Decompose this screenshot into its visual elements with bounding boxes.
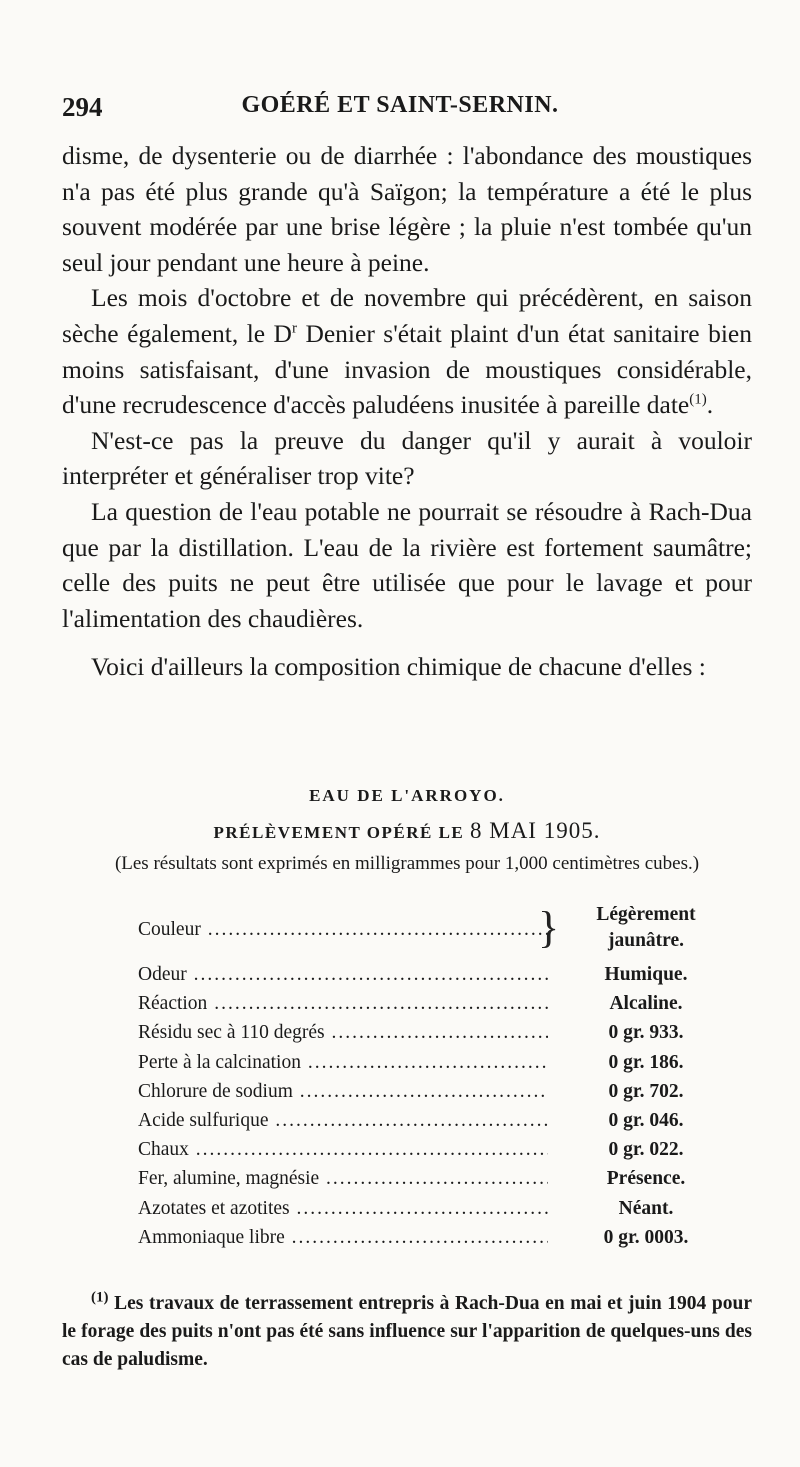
paragraph-4: La question de l'eau potable ne pourrait se résoudre à Rach-Dua que par la distillation. L'eau de la rivière est fortement saumâtre; celle des puits ne peut être utilisée que pour le lavage et pour l'alimentation des chaudières.	[62, 496, 752, 633]
paragraph-2-text-b: Denier s'était plaint d'un état sanitaire bien moins satisfaisant, d'une invasion de moustiques considérable, d'une recrudescence d'accès paludéens inusitée à pareille date	[62, 318, 752, 420]
analysis-row	[138, 1164, 748, 1193]
analysis-label: Ammoniaque libre .....	[138, 1223, 548, 1252]
footnote-reference: (1)	[689, 391, 707, 408]
body-text	[62, 138, 752, 685]
analysis-value: Humique.	[604, 964, 688, 985]
paragraph-2-text-a: Les mois d'octobre et de novembre qui précédèrent, en saison sèche également, le D	[62, 283, 752, 348]
analysis-value: Présence.	[606, 1168, 686, 1190]
analysis-value: 0 gr. 022.	[608, 1139, 684, 1161]
analysis-label: Acide sulfurique .....	[138, 1106, 548, 1135]
analysis-row	[138, 1048, 748, 1077]
analysis-label: Réaction .....	[138, 989, 548, 1018]
running-title: GOÉRÉ ET SAINT-SERNIN.	[241, 92, 559, 118]
analysis-value-line-2: jaunâtre.	[607, 930, 684, 951]
paragraph-2	[62, 280, 752, 422]
analysis-row	[138, 1194, 748, 1223]
paragraph-1: disme, de dysenterie ou de diarrhée : l'abondance des moustiques n'a pas été plus grande qu'à Saïgon; la température a été le plus souvent modérée par une brise légère ; la pluie n'est tombée qu'un seul jour pendant une heure à peine.	[62, 141, 752, 277]
footnote-marker: (1)	[91, 1289, 109, 1306]
analysis-row	[138, 989, 748, 1018]
footnote	[62, 1290, 752, 1374]
analysis-row	[138, 960, 748, 989]
analysis-value: Alcaline.	[609, 993, 683, 1015]
analysis-date: 8 MAI 1905.	[470, 818, 601, 843]
page-number: 294	[62, 92, 103, 122]
analysis-row	[138, 1135, 748, 1164]
analysis-row	[138, 900, 748, 960]
analysis-row	[138, 1018, 748, 1047]
analysis-table	[138, 900, 748, 1252]
analysis-label: Odeur .....	[138, 960, 548, 989]
analysis-row	[138, 1223, 748, 1252]
analysis-value	[576, 902, 716, 954]
page-header	[62, 92, 738, 128]
analysis-units-note: (Les résultats sont exprimés en milligrammes pour 1,000 centimètres cubes.)	[114, 853, 700, 874]
brace-symbol: }	[538, 903, 560, 952]
analysis-label: Résidu sec à 110 degrés .....	[138, 1018, 548, 1047]
analysis-subtitle-text: PRÉLÈVEMENT OPÉRÉ LE	[213, 823, 465, 842]
analysis-value: 0 gr. 933.	[608, 1022, 684, 1044]
analysis-row	[138, 1077, 748, 1106]
analysis-label: Fer, alumine, magnésie .....	[138, 1164, 548, 1193]
analysis-subtitle	[62, 818, 752, 844]
analysis-value: 0 gr. 0003.	[603, 1226, 689, 1248]
analysis-row	[138, 1106, 748, 1135]
analysis-value: Néant.	[618, 1197, 674, 1219]
analysis-value-line-1: Légèrement	[596, 904, 696, 925]
analysis-label: Couleur .....	[138, 915, 548, 944]
analysis-label: Perte à la calcination .....	[138, 1048, 548, 1077]
doctor-abbrev-sup: r	[291, 320, 297, 337]
analysis-label: Chaux .....	[138, 1135, 548, 1164]
analysis-value: 0 gr. 186.	[608, 1051, 684, 1073]
footnote-paragraph	[62, 1290, 752, 1374]
paragraph-5: Voici d'ailleurs la composition chimique de chacune d'elles :	[91, 652, 706, 682]
paragraph-2-text-c: .	[706, 390, 714, 420]
paragraph-3: N'est-ce pas la preuve du danger qu'il y aurait à vouloir interpréter et généraliser trop vite?	[62, 425, 752, 491]
analysis-value: 0 gr. 702.	[608, 1080, 684, 1102]
analysis-label: Azotates et azotites .....	[138, 1194, 548, 1223]
footnote-text: Les travaux de terrassement entrepris à Rach-Dua en mai et juin 1904 pour le forage des puits n'ont pas été sans influence sur l'apparition de quelques-uns des cas de paludisme.	[62, 1293, 752, 1370]
analysis-label: Chlorure de sodium .....	[138, 1077, 548, 1106]
analysis-title: EAU DE L'ARROYO.	[309, 786, 505, 805]
analysis-value: 0 gr. 046.	[608, 1109, 684, 1131]
